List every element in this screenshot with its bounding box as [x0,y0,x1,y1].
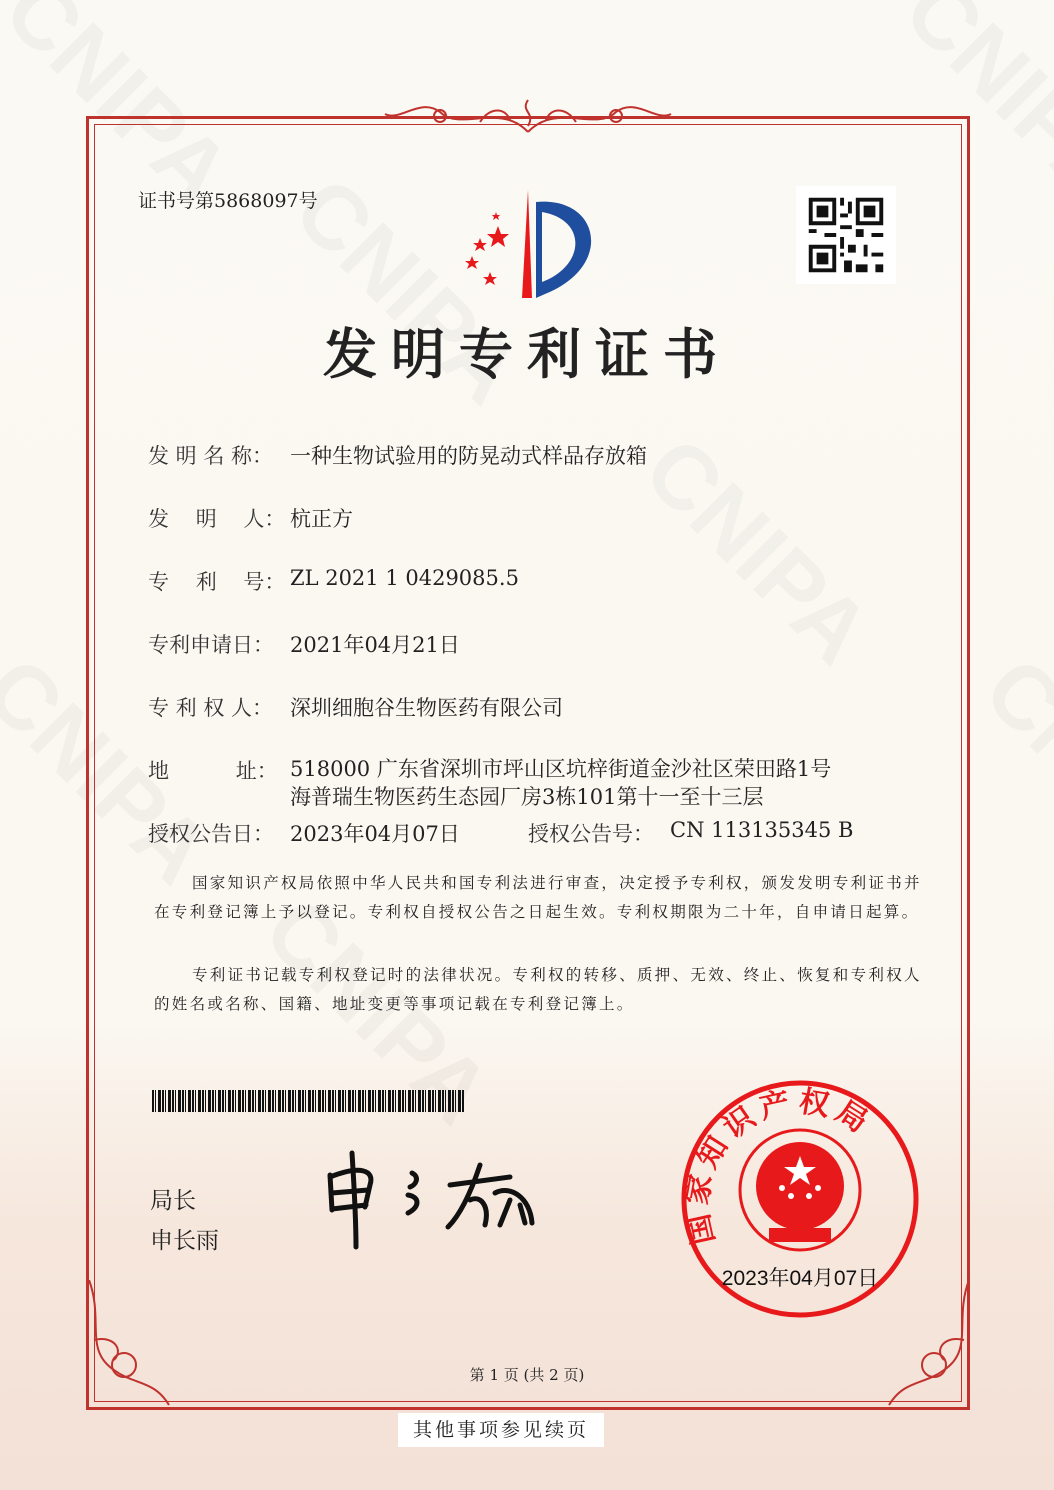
field-value: ZL 2021 1 0429085.5 [290,566,519,590]
seal-date: 2023年04月07日 [721,1267,879,1290]
director-title: 局长 [150,1188,196,1214]
field-value: 杭正方 [290,507,353,531]
barcode-icon [152,1090,464,1112]
field-label: 发 明 人： [148,507,286,531]
address-line-2: 海普瑞生物医药生态园厂房3栋101第十一至十三层 [290,785,764,809]
field-application-date [148,629,460,659]
seal-text: 国家知识产权局 [679,1084,879,1248]
signature-icon [320,1145,550,1255]
field-value: 2023年04月07日 [290,822,460,846]
cnipa-logo-icon [450,186,610,306]
field-inventor [148,503,353,533]
director-name: 申长雨 [150,1228,219,1254]
page-number: 第 1 页 (共 2 页) [469,1366,585,1384]
field-label: 专利申请日： [148,633,274,657]
certificate-title: 发明专利证书 [323,323,731,386]
field-value: 2021年04月21日 [290,633,460,657]
field-invention-name [148,440,647,470]
address-line-1: 518000 广东省深圳市坪山区坑梓街道金沙社区荣田路1号 [290,757,832,781]
field-label: 发 明 名 称： [148,444,274,468]
field-label: 授权公告日： [148,822,274,846]
field-value: 深圳细胞谷生物医药有限公司 [290,696,563,720]
statement-paragraph: 专利证书记载专利权登记时的法律状况。专利权的转移、质押、无效、终止、恢复和专利权人的姓名或名称、国籍、地址变更等事项记载在专利登记簿上。 [154,966,922,1013]
field-value: 一种生物试验用的防晃动式样品存放箱 [290,444,647,468]
continued-note: 其他事项参见续页 [398,1413,604,1447]
field-label: 地 址： [148,759,278,783]
field-patentee [148,692,563,722]
field-label: 专 利 号： [148,570,286,594]
field-value: CN 113135345 B [670,818,854,842]
certificate-number: 证书号第5868097号 [138,190,318,212]
field-grant-number [528,818,853,848]
field-address [148,755,831,811]
field-grant-date [148,818,460,848]
corner-ornament-icon [884,1280,974,1410]
top-ornament-icon [380,92,676,138]
field-value [290,755,831,811]
statement-paragraph: 国家知识产权局依照中华人民共和国专利法进行审查，决定授予专利权，颁发发明专利证书并在专利登记簿上予以登记。专利权自授权公告之日起生效。专利权期限为二十年，自申请日起算。 [154,874,922,921]
watermark [964,638,1054,904]
field-label: 授权公告号： [528,822,654,846]
field-patent-number [148,566,519,596]
field-label: 专 利 权 人： [148,696,274,720]
corner-ornament-icon [84,1280,174,1410]
qr-code-icon [796,186,896,284]
